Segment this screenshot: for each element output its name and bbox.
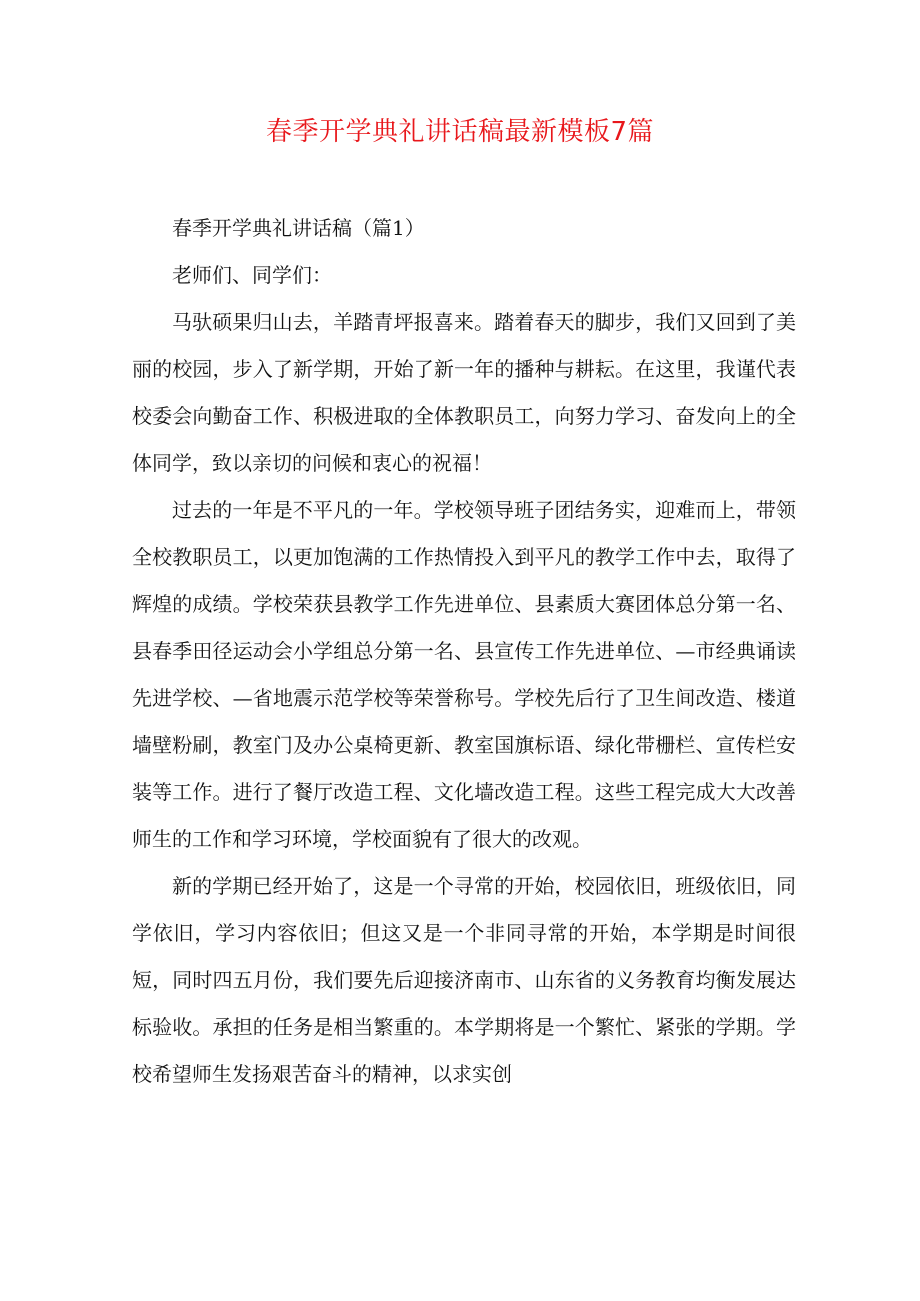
- paragraph: 马驮硕果归山去，羊踏青坪报喜来。踏着春天的脚步，我们又回到了美丽的校园，步入了新学期，开始了新一年的播种与耕耘。在这里，我谨代表校委会向勤奋工作、积极进取的全体教职员工，向努力学习、奋发向上的全体同学，致以亲切的问候和衷心的祝福！: [132, 310, 796, 475]
- paragraph: 过去的一年是不平凡的一年。学校领导班子团结务实，迎难而上，带领全校教职员工，以更加饱满的工作热情投入到平凡的教学工作中去，取得了辉煌的成绩。学校荣获县教学工作先进单位、县素质大赛团体总分第一名、县春季田径运动会小学组总分第一名、县宣传工作先进单位、—市经典诵读先进学校、—省地震示范学校等荣誉称号。学校先后行了卫生间改造、楼道墙壁粉刷，教室门及办公桌椅更新、教室国旗标语、绿化带栅栏、宣传栏安装等工作。进行了餐厅改造工程、文化墙改造工程。这些工程完成大大改善师生的工作和学习环境，学校面貌有了很大的改观。: [132, 498, 796, 851]
- salutation: 老师们、同学们：: [172, 263, 332, 287]
- document-title: 春季开学典礼讲话稿最新模板7篇: [265, 117, 655, 147]
- document-body: [132, 205, 796, 1098]
- section-heading: 春季开学典礼讲话稿（篇1）: [172, 216, 425, 240]
- paragraph: 新的学期已经开始了，这是一个寻常的开始，校园依旧，班级依旧，同学依旧，学习内容依旧；但这又是一个非同寻常的开始，本学期是时间很短，同时四五月份，我们要先后迎接济南市、山东省的义务教育均衡发展达标验收。承担的任务是相当繁重的。本学期将是一个繁忙、紧张的学期。学校希望师生发扬艰苦奋斗的精神，以求实创: [132, 874, 796, 1086]
